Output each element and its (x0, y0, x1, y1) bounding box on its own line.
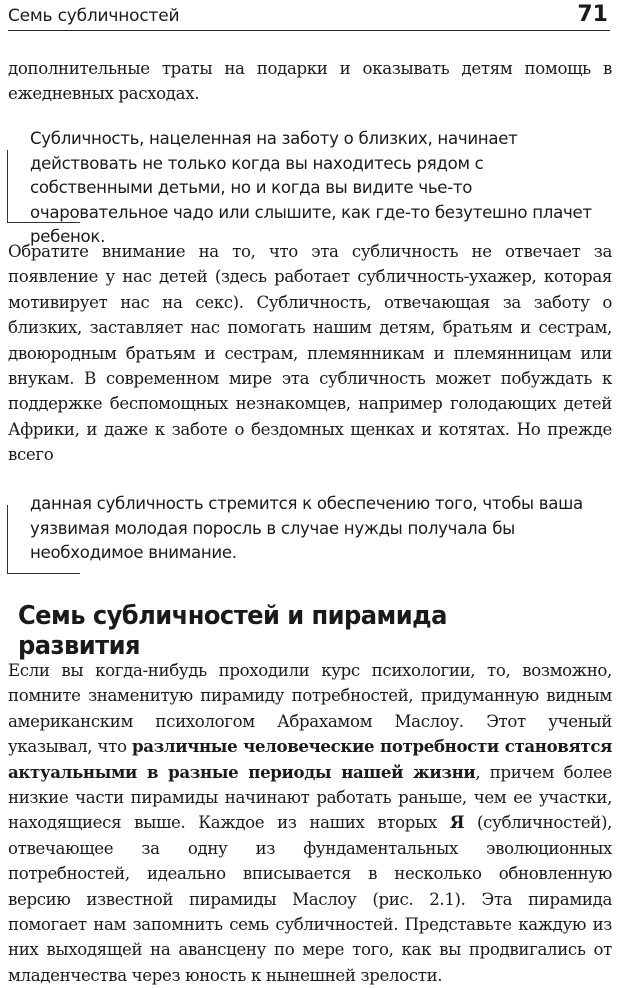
paragraph-continuation: дополнительные траты на подарки и оказывать детям помощь в ежедневных расходах. (8, 59, 612, 104)
callout-quote: данная субличность стремится к обеспечению того, чтобы ваша уязвимая молодая поросль в случае нужды получала бы необходимое внимание. (30, 494, 583, 562)
emphasized-letter: Я (449, 812, 465, 833)
paragraph-text: (субличностей), отвечающее за одну из фундаментальных эволюционных потребностей, идеально вписывается в несколько обновленную версию известной пирамиды Маслоу (рис. 2.1). Эта пирамида помогает нам запомнить семь субличностей. Представьте каждую из них выходящей на авансцену по мере того, как вы продвигались от младенчества через юность к нынешней зрелости. (8, 813, 613, 985)
section-heading: Семь субличностей и пирамида развития (18, 601, 447, 661)
callout-quote: Субличность, нацеленная на заботу о близких, начинает действовать не только когда вы находитесь рядом с собственными детьми, но и когда вы видите чье-то очаровательное чадо или слышите, как где-то безутешно плачет ребенок. (30, 129, 592, 246)
header-rule (8, 30, 610, 31)
running-title: Семь субличностей (8, 6, 180, 26)
page-header (8, 4, 608, 30)
paragraph-main: Обратите внимание на то, что эта субличность не отвечает за появление у нас детей (здесь работает субличность-ухажер, которая мотивирует нас на секс). Субличность, отвечающая за заботу о близких, заставляет нас помогать нашим детям, братьям и сестрам, двоюродным братьям и сестрам, племянникам и племянницам или внукам. В современном мире эта субличность может побуждать к поддержке беспомощных незнакомцев, например голодающих детей Африки, и даже к заботе о бездомных щенках и котятах. Но прежде всего (8, 242, 612, 465)
emphasized-text: различные человеческие потребности становятся актуальными в разные периоды нашей жизни (8, 736, 612, 782)
page-number: 71 (577, 2, 608, 27)
paragraph-text: Если вы когда-нибудь проходили курс психологии, то, возможно, помните знаменитую пирамиду потребностей, придуманную видным американским психологом Абрахамом Маслоу. Этот ученый указывал, что (8, 661, 612, 757)
paragraph-text: , причем более низкие части пирамиды начинают работать раньше, чем ее участки, находящиеся выше. Каждое из наших вторых (8, 762, 612, 833)
paragraph-section (8, 658, 612, 988)
